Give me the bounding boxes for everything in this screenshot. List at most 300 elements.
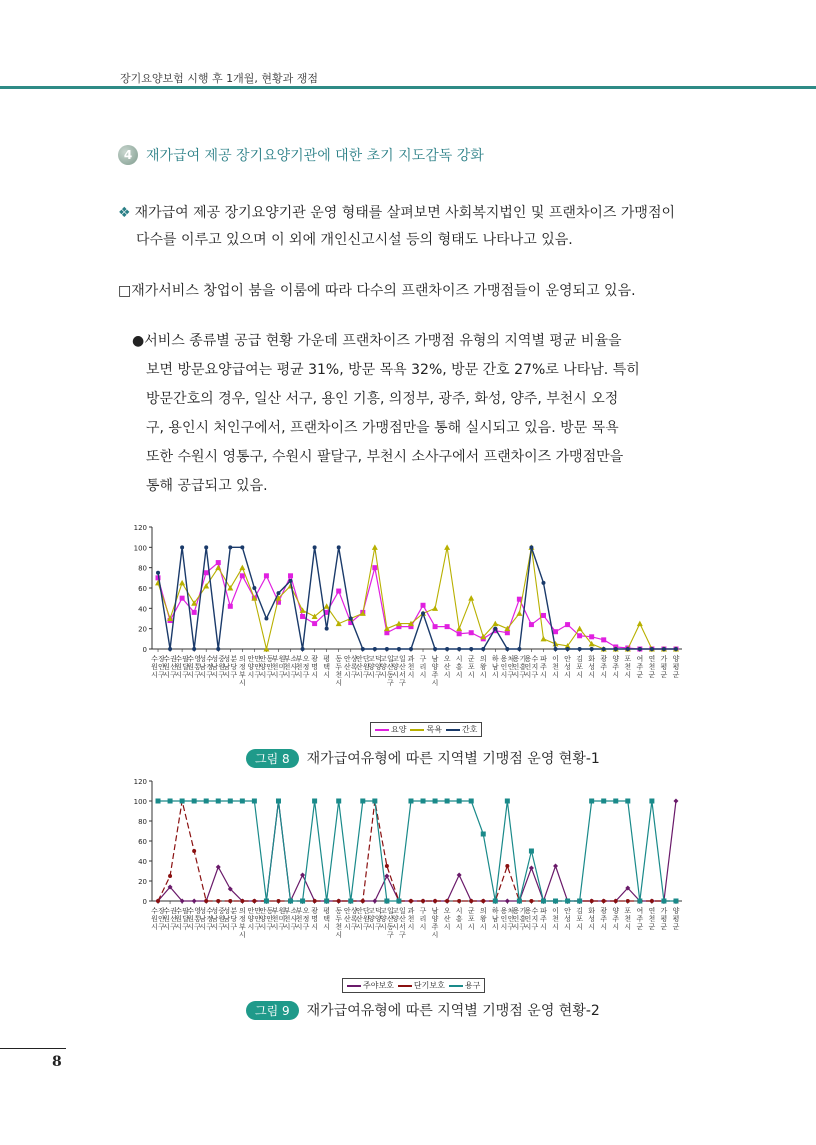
data-point xyxy=(638,647,642,651)
data-point xyxy=(409,899,413,903)
data-point xyxy=(565,899,570,904)
data-point xyxy=(264,899,268,903)
data-point xyxy=(288,573,293,578)
svg-text:고양시: 고 양 시 xyxy=(392,907,399,931)
svg-text:용인시: 용 인 시 xyxy=(512,655,520,679)
data-point xyxy=(674,899,678,903)
data-point xyxy=(421,603,426,608)
y-tick-label: 100 xyxy=(133,798,147,806)
data-point xyxy=(637,647,642,652)
x-tick-label xyxy=(335,907,342,939)
data-point xyxy=(529,899,533,903)
svg-text:수원시: 수 원 시 xyxy=(187,655,195,679)
data-point xyxy=(444,544,450,550)
svg-text:평택시: 평 택 시 xyxy=(323,907,331,931)
svg-text:고양시: 고 양 시 xyxy=(367,907,375,931)
section-title: 재가급여 제공 장기요양기관에 대한 초기 지도감독 강화 xyxy=(146,148,484,164)
legend-label: 목욕 xyxy=(426,725,442,734)
data-point xyxy=(541,899,546,904)
x-tick-label xyxy=(392,654,406,687)
data-point xyxy=(168,874,172,878)
y-tick-label: 120 xyxy=(133,778,147,786)
svg-text:용인시: 용 인 시 xyxy=(500,907,508,931)
data-point xyxy=(289,579,293,583)
data-point xyxy=(661,646,667,652)
svg-text:부천시: 부 천 시 xyxy=(295,907,303,931)
data-point xyxy=(613,644,618,649)
data-point xyxy=(493,627,497,631)
svg-text:소사구: 소 사 구 xyxy=(290,907,298,931)
data-point xyxy=(529,849,534,854)
x-tick-label xyxy=(468,655,475,679)
data-point xyxy=(469,630,474,635)
data-point xyxy=(240,899,244,903)
svg-text:단원구: 단 원 구 xyxy=(362,655,370,679)
data-point xyxy=(384,874,389,879)
data-point xyxy=(614,647,618,651)
x-tick-label xyxy=(239,654,246,687)
data-point xyxy=(554,647,558,651)
data-point xyxy=(421,899,425,903)
data-point xyxy=(348,616,354,622)
data-point xyxy=(325,899,329,903)
svg-text:김포시: 김 포 시 xyxy=(576,907,583,931)
data-point xyxy=(493,899,497,903)
data-point xyxy=(625,799,630,804)
svg-text:광주시: 광 주 시 xyxy=(600,655,608,679)
x-tick-label xyxy=(624,907,631,931)
data-point xyxy=(156,575,161,580)
data-point xyxy=(637,899,642,904)
data-point xyxy=(251,595,257,601)
data-point xyxy=(373,799,377,803)
y-tick-label: 40 xyxy=(138,605,147,614)
data-point xyxy=(541,899,545,903)
svg-text:만안구: 만 안 구 xyxy=(254,907,262,931)
legend-item-yonggu xyxy=(449,980,480,991)
x-tick-label xyxy=(636,906,643,931)
data-point xyxy=(300,607,306,613)
svg-text:원미구: 원 미 구 xyxy=(278,655,286,679)
legend-item-yoyang xyxy=(375,724,406,735)
figure1-caption-text: 재가급여유형에 따른 지역별 기맹점 운영 현황-1 xyxy=(306,751,600,767)
svg-text:성남시: 성 남 시 xyxy=(211,907,219,931)
data-point xyxy=(180,899,185,904)
data-point xyxy=(336,799,341,804)
x-tick-label xyxy=(408,654,415,679)
svg-text:포천시: 포 천 시 xyxy=(624,907,632,931)
data-point xyxy=(156,571,160,575)
section-heading xyxy=(118,145,484,165)
data-point xyxy=(372,799,377,804)
x-tick-label xyxy=(248,906,262,931)
data-point xyxy=(601,637,606,642)
data-point xyxy=(228,799,233,804)
data-point xyxy=(529,866,534,871)
data-point xyxy=(408,899,413,904)
data-point xyxy=(384,630,389,635)
data-point xyxy=(650,899,654,903)
data-point xyxy=(348,899,353,904)
svg-text:여주군: 여 주 군 xyxy=(636,655,644,679)
data-point xyxy=(493,899,498,904)
svg-text:과천시: 과 천 시 xyxy=(407,907,415,931)
x-tick-label xyxy=(408,906,415,931)
data-point xyxy=(372,899,377,904)
x-tick-label xyxy=(456,655,463,679)
data-point xyxy=(168,799,173,804)
data-point xyxy=(360,799,365,804)
x-tick-label xyxy=(420,907,427,931)
data-point xyxy=(601,646,607,652)
data-point xyxy=(384,626,390,632)
data-point xyxy=(216,865,221,870)
x-tick-label xyxy=(323,654,330,679)
x-tick-label xyxy=(525,907,539,931)
data-point xyxy=(216,560,221,565)
svg-text:부천시: 부 천 시 xyxy=(283,655,291,679)
svg-text:동두천시: 동 두 천 시 xyxy=(335,655,343,687)
svg-text:권선구: 권 선 구 xyxy=(170,907,177,931)
data-point xyxy=(602,899,606,903)
legend-label: 단기보호 xyxy=(413,981,445,990)
data-point xyxy=(469,899,473,903)
x-tick-label xyxy=(600,906,607,931)
svg-text:성남시: 성 남 시 xyxy=(223,907,231,931)
svg-text:영통구: 영 통 구 xyxy=(194,907,202,931)
x-tick-label xyxy=(163,654,177,679)
data-point xyxy=(589,641,595,647)
svg-text:권선구: 권 선 구 xyxy=(170,655,177,679)
data-point xyxy=(481,899,486,904)
svg-text:파주시: 파 주 시 xyxy=(540,655,547,679)
svg-text:동안구: 동 안 구 xyxy=(266,655,274,679)
x-tick-label xyxy=(380,654,394,687)
data-point xyxy=(565,622,570,627)
data-point xyxy=(481,647,485,651)
svg-text:오정구: 오 정 구 xyxy=(302,907,310,931)
square-bullet-icon: □ xyxy=(118,283,132,299)
data-point xyxy=(492,621,498,627)
x-tick-label xyxy=(311,906,318,931)
x-tick-label xyxy=(540,654,547,679)
x-tick-label xyxy=(444,907,451,931)
data-point xyxy=(433,899,437,903)
data-point xyxy=(649,899,654,904)
data-point xyxy=(276,591,280,595)
data-point xyxy=(493,628,498,633)
x-tick-label xyxy=(248,654,262,679)
x-tick-label xyxy=(272,906,286,931)
data-point xyxy=(288,899,293,904)
svg-text:수지구: 수 지 구 xyxy=(531,655,539,679)
data-point xyxy=(541,613,546,618)
svg-text:오산시: 오 산 시 xyxy=(443,907,451,931)
data-point xyxy=(553,629,558,634)
data-point xyxy=(204,570,209,575)
data-point xyxy=(252,899,257,904)
data-point xyxy=(156,899,160,903)
data-point xyxy=(566,647,570,651)
x-tick-label xyxy=(223,906,237,931)
x-tick-label xyxy=(260,906,274,931)
svg-text:용인시: 용 인 시 xyxy=(524,907,532,931)
data-point xyxy=(553,864,558,869)
svg-text:일산동구: 일 산 동 구 xyxy=(387,907,394,939)
data-point xyxy=(529,545,533,549)
data-point xyxy=(228,887,233,892)
svg-text:수원시: 수 원 시 xyxy=(175,907,182,931)
footer-rule xyxy=(0,1048,66,1049)
data-point xyxy=(673,646,679,652)
svg-text:일산동구: 일 산 동 구 xyxy=(387,655,394,687)
data-point xyxy=(168,647,172,651)
svg-text:만안구: 만 안 구 xyxy=(254,655,262,679)
x-tick-label xyxy=(612,654,619,679)
data-point xyxy=(264,899,269,904)
svg-text:부천시: 부 천 시 xyxy=(295,655,303,679)
x-tick-label xyxy=(296,906,310,931)
running-header: 장기요양보험 시행 후 1개월, 현황과 쟁점 xyxy=(120,72,318,85)
data-point xyxy=(204,899,208,903)
data-point xyxy=(313,545,317,549)
svg-text:안성시: 안 성 시 xyxy=(564,907,571,931)
para3-line1: 서비스 종류별 공급 현황 가운데 프랜차이즈 가맹점 유형의 지역별 평균 비율을 xyxy=(144,333,622,349)
svg-text:수원시: 수 원 시 xyxy=(163,907,170,931)
data-point xyxy=(577,899,582,904)
x-tick-label xyxy=(432,654,439,687)
data-point xyxy=(180,799,185,804)
x-tick-label xyxy=(175,906,189,931)
data-point xyxy=(228,604,233,609)
chart2-legend xyxy=(342,978,485,993)
data-point xyxy=(348,899,353,904)
data-point xyxy=(276,899,280,903)
data-point xyxy=(457,873,462,878)
svg-text:평택시: 평 택 시 xyxy=(323,655,331,679)
x-tick-label xyxy=(344,654,358,679)
data-point xyxy=(589,799,594,804)
series-line-요양 xyxy=(158,563,676,649)
svg-text:장안구: 장 안 구 xyxy=(158,655,165,679)
x-tick-label xyxy=(552,906,559,931)
x-tick-label xyxy=(432,906,439,939)
data-point xyxy=(396,624,401,629)
para2-text: 재가서비스 창업이 붐을 이룸에 따라 다수의 프랜차이즈 가맹점들이 운영되고 있음. xyxy=(131,283,636,299)
svg-text:안산시: 안 산 시 xyxy=(343,655,351,679)
x-tick-label xyxy=(480,906,487,931)
x-tick-label xyxy=(272,654,286,679)
data-point xyxy=(540,636,546,642)
data-point xyxy=(408,621,414,627)
data-point xyxy=(577,633,582,638)
para3-line2: 보면 방문요양급여는 평균 31%, 방문 목욕 32%, 방문 간호 27%로 나타남. 특히 xyxy=(146,362,640,378)
svg-text:의정부시: 의 정 부 시 xyxy=(238,907,246,939)
svg-text:용인시: 용 인 시 xyxy=(500,655,508,679)
x-tick-label xyxy=(380,906,394,939)
x-tick-label xyxy=(661,906,668,931)
data-point xyxy=(456,626,462,632)
data-point xyxy=(155,580,161,586)
data-point xyxy=(650,647,654,651)
data-point xyxy=(324,610,329,615)
data-point xyxy=(541,899,546,904)
data-point xyxy=(469,647,473,651)
data-point xyxy=(168,618,173,623)
data-point xyxy=(300,614,305,619)
data-point xyxy=(554,899,558,903)
data-point xyxy=(578,899,582,903)
data-point xyxy=(626,647,630,651)
data-point xyxy=(613,799,618,804)
data-point xyxy=(180,799,184,803)
svg-text:포천시: 포 천 시 xyxy=(624,655,632,679)
svg-text:동안구: 동 안 구 xyxy=(266,907,274,931)
svg-text:처인구: 처 인 구 xyxy=(507,655,515,679)
data-point xyxy=(252,799,257,804)
data-point xyxy=(300,873,305,878)
data-point xyxy=(528,544,534,550)
x-tick-label xyxy=(649,654,656,679)
x-tick-label xyxy=(284,906,298,931)
data-point xyxy=(276,600,281,605)
svg-text:수원시: 수 원 시 xyxy=(151,907,158,931)
data-point xyxy=(517,899,522,904)
data-point xyxy=(408,624,413,629)
data-point xyxy=(239,565,245,571)
data-point xyxy=(469,799,474,804)
svg-text:의왕시: 의 왕 시 xyxy=(479,907,487,931)
data-point xyxy=(216,799,221,804)
data-point xyxy=(337,545,341,549)
svg-text:하남시: 하 남 시 xyxy=(491,655,499,679)
x-tick-label xyxy=(260,654,274,679)
data-point xyxy=(336,589,341,594)
svg-text:일산서구: 일 산 서 구 xyxy=(399,907,406,939)
data-point xyxy=(433,647,437,651)
svg-text:성남시: 성 남 시 xyxy=(223,655,231,679)
data-point xyxy=(240,799,245,804)
data-point xyxy=(336,621,342,627)
x-tick-label xyxy=(151,654,165,679)
data-point xyxy=(517,597,522,602)
svg-text:분당구: 분 당 구 xyxy=(230,907,238,931)
data-point xyxy=(168,885,173,890)
data-point xyxy=(204,799,209,804)
data-point xyxy=(529,622,534,627)
x-tick-label xyxy=(223,654,237,679)
x-tick-label xyxy=(335,655,342,687)
x-tick-label xyxy=(480,654,487,679)
svg-text:상록구: 상 록 구 xyxy=(350,907,358,931)
svg-text:이천시: 이 천 시 xyxy=(552,907,559,931)
data-point xyxy=(505,899,510,904)
para3-line5: 또한 수원시 영통구, 수원시 팔달구, 부천시 소사구에서 프랜차이즈 가맹점만을 xyxy=(146,449,624,465)
svg-text:부천시: 부 천 시 xyxy=(271,655,279,679)
x-tick-label xyxy=(296,654,310,679)
series-line-간호 xyxy=(158,547,676,649)
data-point xyxy=(215,565,221,571)
data-point xyxy=(240,899,245,904)
series-line-단기보호 xyxy=(158,801,676,901)
svg-text:김포시: 김 포 시 xyxy=(576,655,583,679)
chart1-legend xyxy=(370,722,482,737)
svg-text:구리시: 구 리 시 xyxy=(419,907,427,931)
svg-text:중원구: 중 원 구 xyxy=(218,907,226,931)
svg-text:군포시: 군 포 시 xyxy=(467,907,475,931)
data-point xyxy=(240,545,244,549)
header-divider xyxy=(0,86,816,89)
data-point xyxy=(348,620,353,625)
svg-text:군포시: 군 포 시 xyxy=(467,655,475,679)
data-point xyxy=(180,545,184,549)
x-tick-label xyxy=(624,655,631,679)
svg-text:안양시: 안 양 시 xyxy=(247,907,255,931)
data-point xyxy=(252,899,256,903)
data-point xyxy=(590,899,594,903)
svg-text:파주시: 파 주 시 xyxy=(540,907,547,931)
svg-text:안성시: 안 성 시 xyxy=(564,655,571,679)
data-point xyxy=(505,630,510,635)
svg-text:시흥시: 시 흥 시 xyxy=(455,907,463,931)
y-tick-label: 20 xyxy=(138,625,147,634)
data-point xyxy=(661,647,666,652)
data-point xyxy=(626,899,630,903)
series-line-주야보호 xyxy=(158,801,676,901)
data-point xyxy=(276,799,281,804)
data-point xyxy=(541,581,545,585)
svg-text:의정부시: 의 정 부 시 xyxy=(238,655,246,687)
x-tick-label xyxy=(456,907,463,931)
x-tick-label xyxy=(311,654,318,679)
data-point xyxy=(649,647,654,652)
figure2-caption xyxy=(246,1000,600,1020)
data-point xyxy=(625,886,630,891)
data-point xyxy=(590,647,594,651)
data-point xyxy=(216,647,220,651)
data-point xyxy=(602,647,606,651)
svg-text:안양시: 안 양 시 xyxy=(247,655,255,679)
svg-text:가평군: 가 평 군 xyxy=(660,655,668,679)
svg-text:용인시: 용 인 시 xyxy=(524,655,532,679)
para1-line1: 재가급여 제공 장기요양기관 운영 형태를 살펴보면 사회복지법인 및 프랜차이즈 가맹점이 xyxy=(134,205,676,221)
legend-label: 용구 xyxy=(464,981,481,990)
data-point xyxy=(481,636,486,641)
data-point xyxy=(577,626,583,632)
data-point xyxy=(649,799,654,804)
svg-text:수정구: 수 정 구 xyxy=(206,907,214,931)
data-point xyxy=(156,899,161,904)
svg-text:부천시: 부 천 시 xyxy=(271,907,279,931)
legend-item-juya xyxy=(347,980,394,991)
data-point xyxy=(637,621,643,627)
y-tick-label: 100 xyxy=(133,544,147,553)
svg-text:고양시: 고 양 시 xyxy=(380,655,387,679)
svg-text:고양시: 고 양 시 xyxy=(392,655,399,679)
x-tick-label xyxy=(588,906,595,931)
svg-text:안산시: 안 산 시 xyxy=(355,907,363,931)
data-point xyxy=(192,610,197,615)
x-tick-label xyxy=(392,906,406,939)
data-point xyxy=(673,899,678,904)
data-point xyxy=(349,899,353,903)
x-tick-label xyxy=(576,906,583,931)
data-point xyxy=(637,899,642,904)
para1-line2: 다수를 이루고 있으며 이 외에 개인신고시설 등의 형태도 나타나고 있음. xyxy=(136,232,573,248)
data-point xyxy=(275,595,281,601)
data-point xyxy=(312,621,317,626)
para3-line3: 방문간호의 경우, 일산 서구, 용인 기흥, 의정부, 광주, 화성, 양주, 부천시 오정 xyxy=(146,391,619,407)
